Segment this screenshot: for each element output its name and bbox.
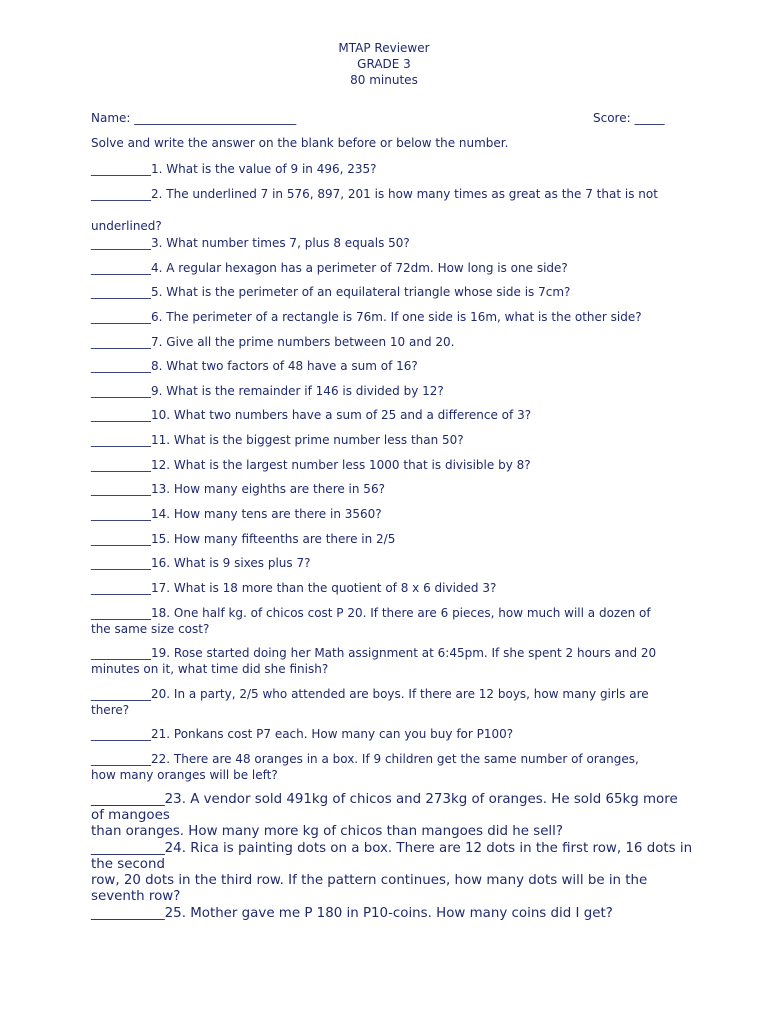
question-23: ___________23. A vendor sold 491kg of chicos and 273kg of oranges. He sold 65kg more of mangoes than oranges. How many more kg of chicos than mangoes did he sell?: [91, 792, 678, 839]
question-19: __________19. Rose started doing her Math assignment at 6:45pm. If she spent 2 hours and 20 minutes on it, what time did she finish?: [91, 646, 657, 676]
question-8: __________8. What two factors of 48 have a sum of 16?: [91, 359, 418, 373]
question-11: __________11. What is the biggest prime number less than 50?: [91, 433, 464, 447]
question-6: __________6. The perimeter of a rectangle is 76m. If one side is 16m, what is the other side?: [91, 310, 642, 324]
question-20: __________20. In a party, 2/5 who attended are boys. If there are 12 boys, how many girls are there?: [91, 687, 649, 717]
question-14: __________14. How many tens are there in 3560?: [91, 507, 382, 521]
instructions: Solve and write the answer on the blank before or below the number.: [91, 136, 509, 150]
worksheet-header: [0, 40, 768, 88]
grade-level: GRADE 3: [357, 57, 411, 71]
time-limit: 80 minutes: [350, 73, 418, 87]
question-1: __________1. What is the value of 9 in 496, 235?: [91, 162, 377, 176]
question-13: __________13. How many eighths are there in 56?: [91, 482, 385, 496]
question-15: __________15. How many fifteenths are there in 2/5: [91, 532, 396, 546]
question-3: __________3. What number times 7, plus 8 equals 50?: [91, 236, 410, 250]
question-17: __________17. What is 18 more than the quotient of 8 x 6 divided 3?: [91, 581, 497, 595]
question-22: __________22. There are 48 oranges in a box. If 9 children get the same number of oranges, how many oranges will be left?: [91, 752, 639, 782]
question-10: __________10. What two numbers have a sum of 25 and a difference of 3?: [91, 408, 532, 422]
question-4: __________4. A regular hexagon has a perimeter of 72dm. How long is one side?: [91, 261, 568, 275]
worksheet-title: MTAP Reviewer: [338, 41, 430, 55]
question-12: __________12. What is the largest number less 1000 that is divisible by 8?: [91, 458, 531, 472]
name-field: Name: ___________________________: [91, 111, 297, 125]
question-18: __________18. One half kg. of chicos cost P 20. If there are 6 pieces, how much will a dozen of the same size cost?: [91, 606, 651, 636]
question-7: __________7. Give all the prime numbers between 10 and 20.: [91, 335, 455, 349]
question-5: __________5. What is the perimeter of an equilateral triangle whose side is 7cm?: [91, 285, 571, 299]
question-24: ___________24. Rica is painting dots on a box. There are 12 dots in the first row, 16 dots in the second row, 20 dots in the third row. If the pattern continues, how many dots will be in the seventh row?: [91, 841, 693, 904]
question-2: __________2. The underlined 7 in 576, 897, 201 is how many times as great as the 7 that is not underlined?: [91, 187, 658, 233]
score-field: Score: _____: [593, 111, 665, 125]
question-21: __________21. Ponkans cost P7 each. How many can you buy for P100?: [91, 727, 514, 741]
question-16: __________16. What is 9 sixes plus 7?: [91, 556, 311, 570]
question-25: ___________25. Mother gave me P 180 in P10-coins. How many coins did I get?: [91, 906, 613, 921]
question-9: __________9. What is the remainder if 146 is divided by 12?: [91, 384, 444, 398]
